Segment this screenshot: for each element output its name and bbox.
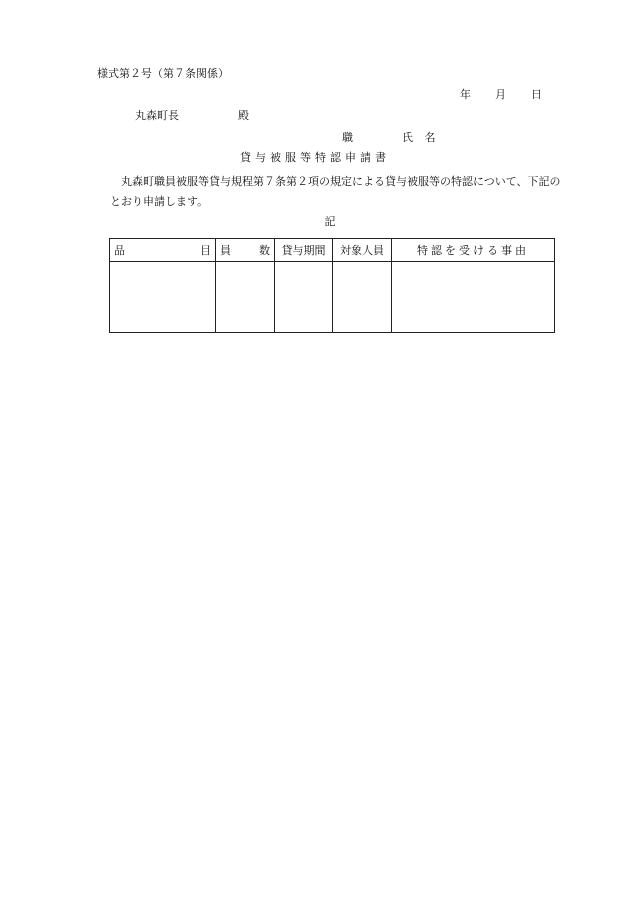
addressee-honorific: 殿 <box>238 109 249 122</box>
applicant-name-label: 氏 名 <box>402 131 440 144</box>
header-item-char1: 品 <box>114 244 125 257</box>
table-row <box>110 262 555 333</box>
items-table <box>109 238 555 333</box>
ki-heading: 記 <box>324 215 336 228</box>
header-reason: 特認を受ける事由 <box>392 239 555 262</box>
table-header-row <box>110 239 555 262</box>
date-year-label: 年 <box>460 88 471 101</box>
cell-reason <box>392 262 555 333</box>
date-day-label: 日 <box>531 88 542 101</box>
header-qty-char2: 数 <box>259 244 270 257</box>
cell-quantity <box>216 262 275 333</box>
header-qty-char1: 員 <box>220 244 231 257</box>
header-period: 貸与期間 <box>275 239 333 262</box>
form-number: 様式第２号（第７条関係） <box>97 67 229 80</box>
cell-period <box>275 262 333 333</box>
document-title: 貸与被服等特認申請書 <box>240 151 390 164</box>
cell-target <box>333 262 392 333</box>
header-target: 対象人員 <box>333 239 392 262</box>
header-quantity <box>216 239 275 262</box>
body-text: 丸森町職員被服等貸与規程第７条第２項の規定による貸与被服等の特認について、下記のとおり申請します。 <box>110 175 561 208</box>
addressee-name: 丸森町長 <box>135 109 179 122</box>
cell-item <box>110 262 216 333</box>
header-item-char2: 目 <box>200 244 211 257</box>
date-month-label: 月 <box>495 88 506 101</box>
applicant-post-label: 職 <box>342 131 353 144</box>
header-item <box>110 239 216 262</box>
